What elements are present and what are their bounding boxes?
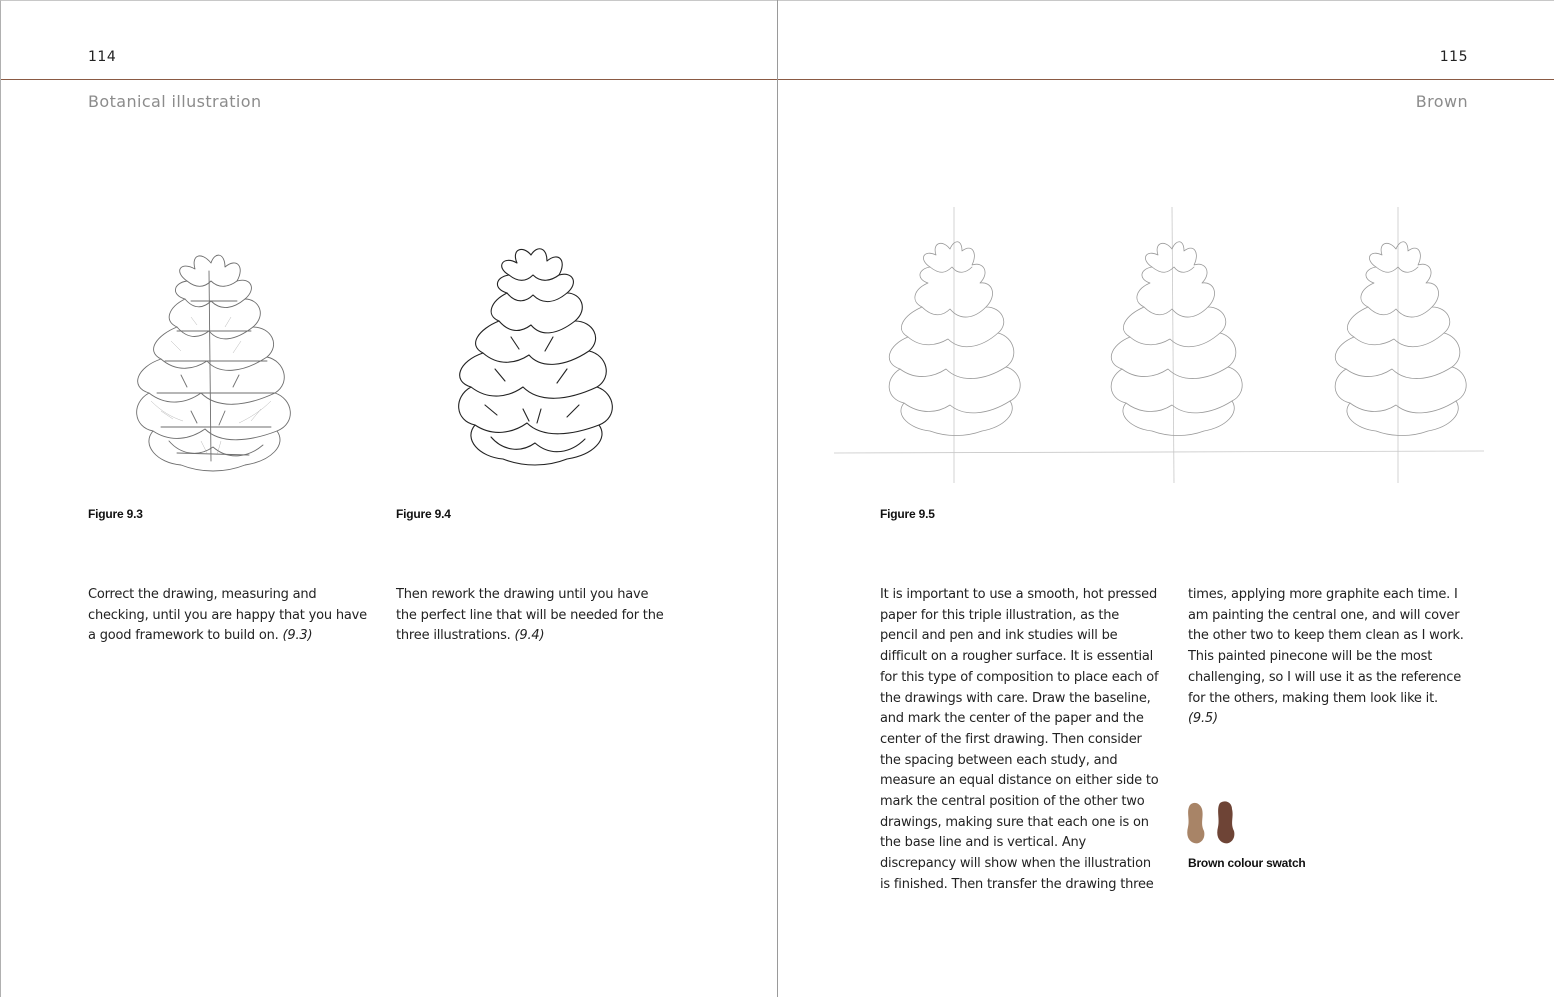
body-column bbox=[88, 585, 368, 647]
body-column bbox=[1188, 585, 1470, 730]
header-rule bbox=[778, 79, 1554, 80]
paragraph bbox=[1188, 585, 1470, 730]
paragraph bbox=[396, 585, 666, 647]
paragraph-text: Correct the drawing, measuring and checking, until you are happy that you have a good framework to build on. bbox=[88, 587, 367, 644]
page-number: 115 bbox=[1439, 49, 1468, 65]
paragraph bbox=[880, 585, 1160, 896]
running-head: Brown bbox=[1415, 92, 1468, 111]
figure-9-4-image bbox=[441, 241, 621, 485]
figure-reference: (9.4) bbox=[514, 628, 545, 644]
body-column bbox=[396, 585, 666, 647]
paint-swatch-strokes bbox=[1184, 799, 1248, 849]
running-head: Botanical illustration bbox=[88, 92, 262, 111]
swatch-label: Brown colour swatch bbox=[1188, 856, 1306, 870]
page-number: 114 bbox=[88, 49, 117, 65]
body-column bbox=[880, 585, 1160, 896]
paragraph-text: It is important to use a smooth, hot pressed paper for this triple illustration, as the pencil and pen and ink studies will be difficult on a rougher surface. It is essential for this type of composition to place each of the drawings with care. Draw the baseline, and mark the center of the paper and the center of the first drawing. Then consider the spacing between each study, and measure an equal distance on either side to mark the central position of the other two drawings, making sure that each one is on the base line and is vertical. Any discrepancy will show when the illustration is finished. Then transfer the drawing three bbox=[880, 587, 1159, 892]
paragraph bbox=[88, 585, 368, 647]
brown-colour-swatch bbox=[1184, 799, 1248, 853]
paragraph-text: times, applying more graphite each time. I am painting the central one, and will cover the other two to keep them clean as I work. This painted pinecone will be the most challenging, so I will use it as the reference for the others, making them look like it. bbox=[1188, 587, 1464, 706]
figure-reference: (9.3) bbox=[282, 628, 313, 644]
figure-caption: Figure 9.4 bbox=[396, 507, 451, 521]
right-page bbox=[778, 0, 1554, 997]
figure-9-3-image bbox=[121, 241, 301, 485]
paragraph-text: Then rework the drawing until you have the perfect line that will be needed for the three illustrations. bbox=[396, 587, 664, 644]
figure-caption: Figure 9.5 bbox=[880, 507, 935, 521]
pinecone-line-illustration bbox=[441, 241, 621, 481]
figure-9-5-image bbox=[834, 207, 1484, 491]
figure-caption: Figure 9.3 bbox=[88, 507, 143, 521]
figure-reference: (9.5) bbox=[1188, 711, 1218, 727]
pinecone-sketch-illustration bbox=[121, 241, 301, 481]
header-rule bbox=[1, 79, 777, 80]
three-pinecones-illustration bbox=[834, 207, 1484, 487]
